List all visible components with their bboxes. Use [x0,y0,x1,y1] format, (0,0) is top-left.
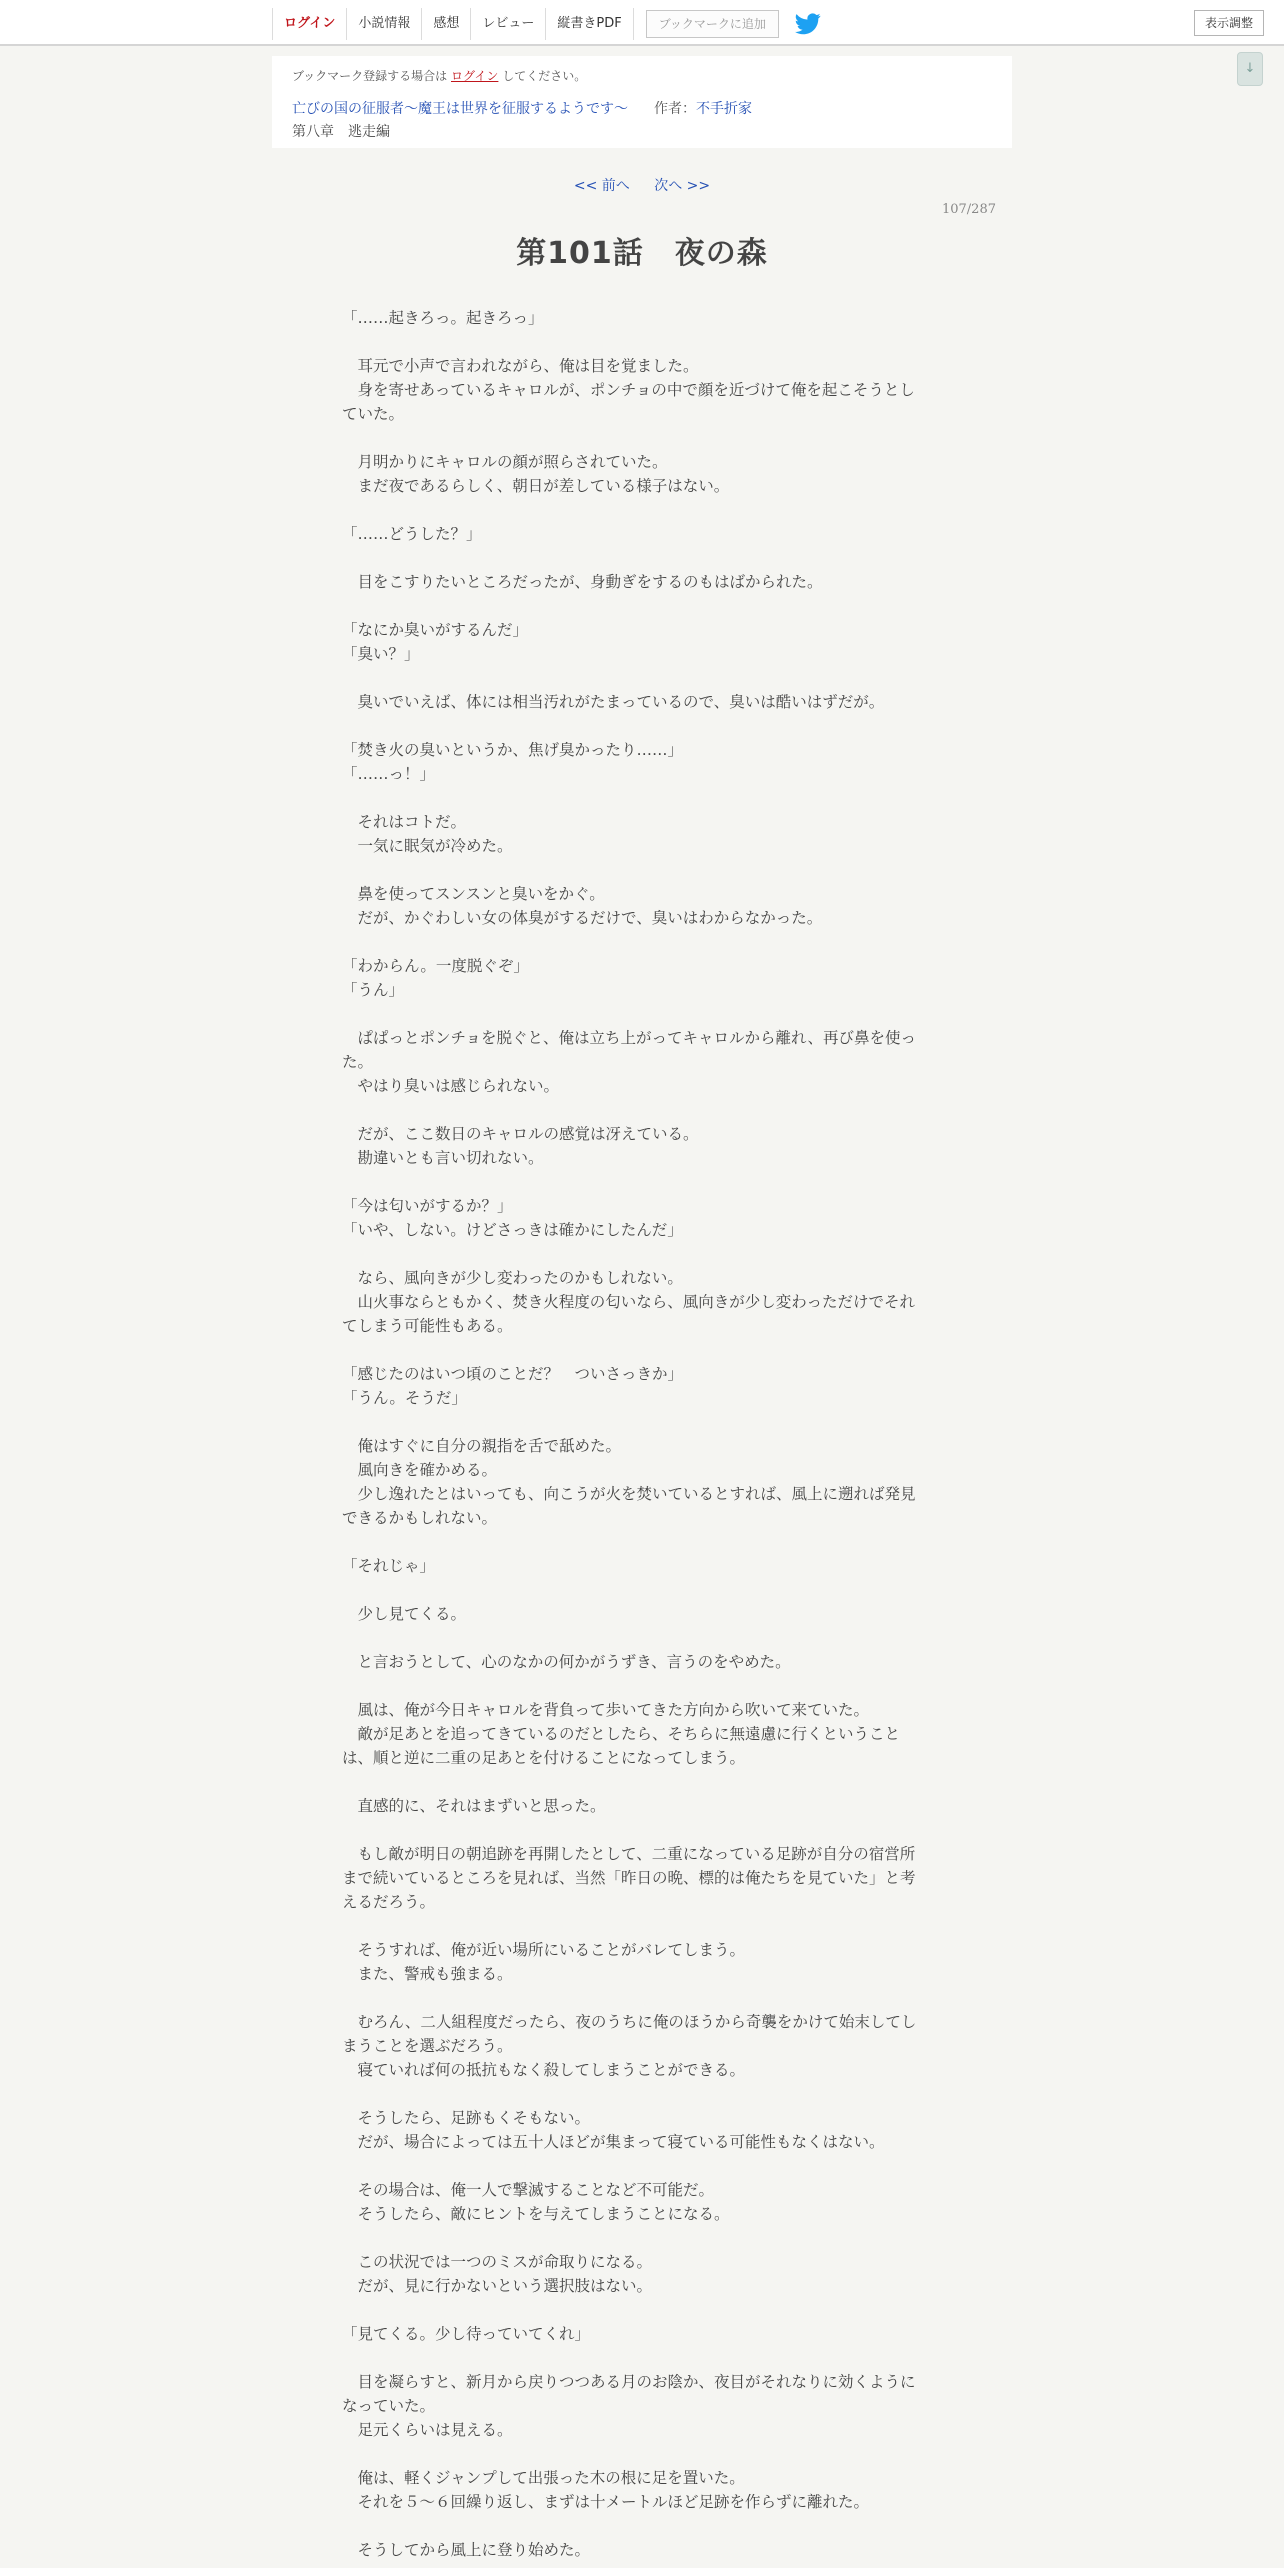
body-text-line: なら、風向きが少し変わったのかもしれない。 [342,1269,683,1287]
body-text-line: 足元くらいは見える。 [342,2421,513,2439]
next-episode-link[interactable]: 次へ >> [654,178,711,194]
body-text-line: 鼻を使ってスンスンと臭いをかぐ。 [342,885,605,903]
body-text-line: 風向きを確かめる。 [342,1461,498,1479]
bookmark-notice-text-end: してください。 [502,69,587,83]
top-navigation-bar [0,0,1284,46]
body-text-line: 俺はすぐに自分の親指を舌で舐めた。 [342,1437,622,1455]
scroll-down-button[interactable]: ↓ [1237,52,1263,86]
body-text-line: 目を凝らすと、新月から戻りつつある月のお陰か、夜目がそれなりに効くように [342,2373,916,2391]
body-text-line: 「いや、しない。けどさっきは確かにしたんだ」 [342,1221,683,1239]
body-text-line [342,1410,936,1434]
body-text-line: 勘違いとも言い切れない。 [342,1149,544,1167]
body-text-line: 敵が足あとを追ってきているのだとしたら、そちらに無遠慮に行くということ [342,1725,901,1743]
body-text-line: 「臭い？」 [342,645,420,663]
body-text-line: まだ夜であるらしく、朝日が差している様子はない。 [342,477,730,495]
login-link[interactable]: ログイン [272,8,346,40]
author-link[interactable]: 不手折家 [696,101,752,117]
body-text-line [342,666,936,690]
body-text-line: そうしてから風上に登り始めた。 [342,2541,591,2559]
body-text-line: た。 [342,1053,374,1071]
body-text-line: は、順と逆に二重の足あとを付けることになってしまう。 [342,1749,746,1767]
body-text-line: 少し見てくる。 [342,1605,467,1623]
body-text-line: 「見てくる。少し待っていてくれ」 [342,2325,591,2343]
body-text-line [342,786,936,810]
body-text-line [342,1818,936,1842]
body-text-line: まで続いているところを見れば、当然「昨日の晩、標的は俺たちを見ていた」と考 [342,1869,916,1887]
body-text-line: 身を寄せあっているキャロルが、ポンチョの中で顔を近づけて俺を起こそうとし [342,381,915,399]
twitter-icon[interactable] [795,13,821,35]
body-text-line [342,498,936,522]
body-text-line: まうことを選ぶだろう。 [342,2037,513,2055]
body-text-line: また、警戒も強まる。 [342,1965,513,1983]
body-text-line: できるかもしれない。 [342,1509,498,1527]
body-text-line: ていた。 [342,405,405,423]
body-text-line [342,2346,936,2370]
body-text-line: と言おうとして、心のなかの何かがうずき、言うのをやめた。 [342,1653,791,1671]
review-link[interactable]: レビュー [470,8,545,40]
episode-counter: 107/287 [941,202,996,217]
body-text-line: 「……どうした？」 [342,525,482,543]
body-text-line: そうしたら、足跡もくそもない。 [342,2109,591,2127]
body-text-line: もし敵が明日の朝追跡を再開したとして、二重になっている足跡が自分の宿営所 [342,1845,916,1863]
body-text-line [342,1170,936,1194]
body-text-line: だが、場合によっては五十人ほどが集まって寝ている可能性もなくはない。 [342,2133,885,2151]
body-text-line [342,930,936,954]
add-bookmark-button[interactable]: ブックマークに追加 [646,10,779,38]
body-text-line [342,1986,936,2010]
body-text-line [342,2442,936,2466]
body-text-line [342,594,936,618]
body-text-line: なっていた。 [342,2397,436,2415]
novel-body-text [342,306,936,2562]
body-text-line: 一気に眠気が冷めた。 [342,837,513,855]
body-text-line: だが、見に行かないという選択肢はない。 [342,2277,653,2295]
body-text-line: その場合は、俺一人で撃滅することなど不可能だ。 [342,2181,715,2199]
body-text-line [342,1098,936,1122]
body-text-line: えるだろう。 [342,1893,436,1911]
body-text-line: それを５～６回繰り返し、まずは十メートルほど足跡を作らずに離れた。 [342,2493,870,2511]
bookmark-notice-text: ブックマーク登録する場合は [292,69,448,83]
body-text-line [342,858,936,882]
episode-title: 第101話 夜の森 [516,236,768,271]
body-text-line: それはコトだ。 [342,813,467,831]
body-text-line: だが、かぐわしい女の体臭がするだけで、臭いはわからなかった。 [342,909,823,927]
vertical-pdf-link[interactable]: 縦書きPDF [545,8,633,40]
body-text-line [342,1530,936,1554]
body-text-line: 風は、俺が今日キャロルを背負って歩いてきた方向から吹いて来ていた。 [342,1701,870,1719]
body-text-line: 「それじゃ」 [342,1557,436,1575]
body-text-line: 山火事ならともかく、焚き火程度の匂いなら、風向きが少し変わっただけでそれ [342,1293,916,1311]
body-text-line: 直感的に、それはまずいと思った。 [342,1797,606,1815]
body-text-line [342,2154,936,2178]
body-text-line [342,546,936,570]
body-text-line [342,1914,936,1938]
body-text-line: 少し逸れたとはいっても、向こうが火を焚いているとすれば、風上に遡れば発見 [342,1485,916,1503]
chapter-title: 第八章 逃走編 [292,124,390,140]
body-text-line [342,2514,936,2538]
body-text-line [342,714,936,738]
body-text-line: 「うん」 [342,981,405,999]
display-settings-button[interactable]: 表示調整 [1194,10,1264,36]
body-text-line [342,2226,936,2250]
body-text-line: 「……起きろっ。起きろっ」 [342,309,544,327]
body-text-line: 「なにか臭いがするんだ」 [342,621,529,639]
body-text-line [342,2298,936,2322]
body-text-line [342,1626,936,1650]
author-label: 作者： [654,101,696,117]
bookmark-notice [292,62,586,90]
body-text-line: 寝ていれば何の抵抗もなく殺してしまうことができる。 [342,2061,746,2079]
body-text-line [342,1002,936,1026]
body-text-line: 「焚き火の臭いというか、焦げ臭かったり……」 [342,741,684,759]
body-text-line [342,1242,936,1266]
novel-info-link[interactable]: 小説情報 [346,8,421,40]
body-text-line: 「感じたのはいつ頃のことだ？ ついさっきか」 [342,1365,684,1383]
novel-info-box [272,56,1012,148]
body-text-line: 俺は、軽くジャンプして出張った木の根に足を置いた。 [342,2469,745,2487]
body-text-line: ぱぱっとポンチョを脱ぐと、俺は立ち上がってキャロルから離れ、再び鼻を使っ [342,1029,916,1047]
body-text-line: この状況では一つのミスが命取りになる。 [342,2253,653,2271]
body-text-line [342,1770,936,1794]
body-text-line [342,1578,936,1602]
body-text-line [342,426,936,450]
prev-episode-link[interactable]: << 前へ [573,178,630,194]
body-text-line: 「わからん。一度脱ぐぞ」 [342,957,529,975]
body-text-line: だが、ここ数日のキャロルの感覚は冴えている。 [342,1125,699,1143]
bookmark-login-link[interactable]: ログイン [451,69,499,83]
body-text-line [342,330,936,354]
novel-title-line [292,97,752,121]
body-text-line [342,1674,936,1698]
body-text-line [342,2082,936,2106]
body-text-line: 「今は匂いがするか？」 [342,1197,513,1215]
body-text-line: やはり臭いは感じられない。 [342,1077,560,1095]
body-text-line: むろん、二人組程度だったら、夜のうちに俺のほうから奇襲をかけて始末してし [342,2013,917,2031]
impressions-link[interactable]: 感想 [421,8,470,40]
body-text-line: 臭いでいえば、体には相当汚れがたまっているので、臭いは酷いはずだが。 [342,693,885,711]
body-text-line: 耳元で小声で言われながら、俺は目を覚ました。 [342,357,699,375]
episode-pager [0,174,1284,198]
main-nav [272,8,821,40]
body-text-line: そうしたら、敵にヒントを与えてしまうことになる。 [342,2205,730,2223]
body-text-line [342,1338,936,1362]
body-text-line: そうすれば、俺が近い場所にいることがバレてしまう。 [342,1941,746,1959]
body-text-line: てしまう可能性もある。 [342,1317,513,1335]
body-text-line: 目をこすりたいところだったが、身動ぎをするのもはばかられた。 [342,573,823,591]
body-text-line: 月明かりにキャロルの顔が照らされていた。 [342,453,668,471]
novel-title-link[interactable]: 亡びの国の征服者～魔王は世界を征服するようです～ [292,101,628,117]
body-text-line: 「うん。そうだ」 [342,1389,467,1407]
body-text-line: 「……っ！」 [342,765,436,783]
